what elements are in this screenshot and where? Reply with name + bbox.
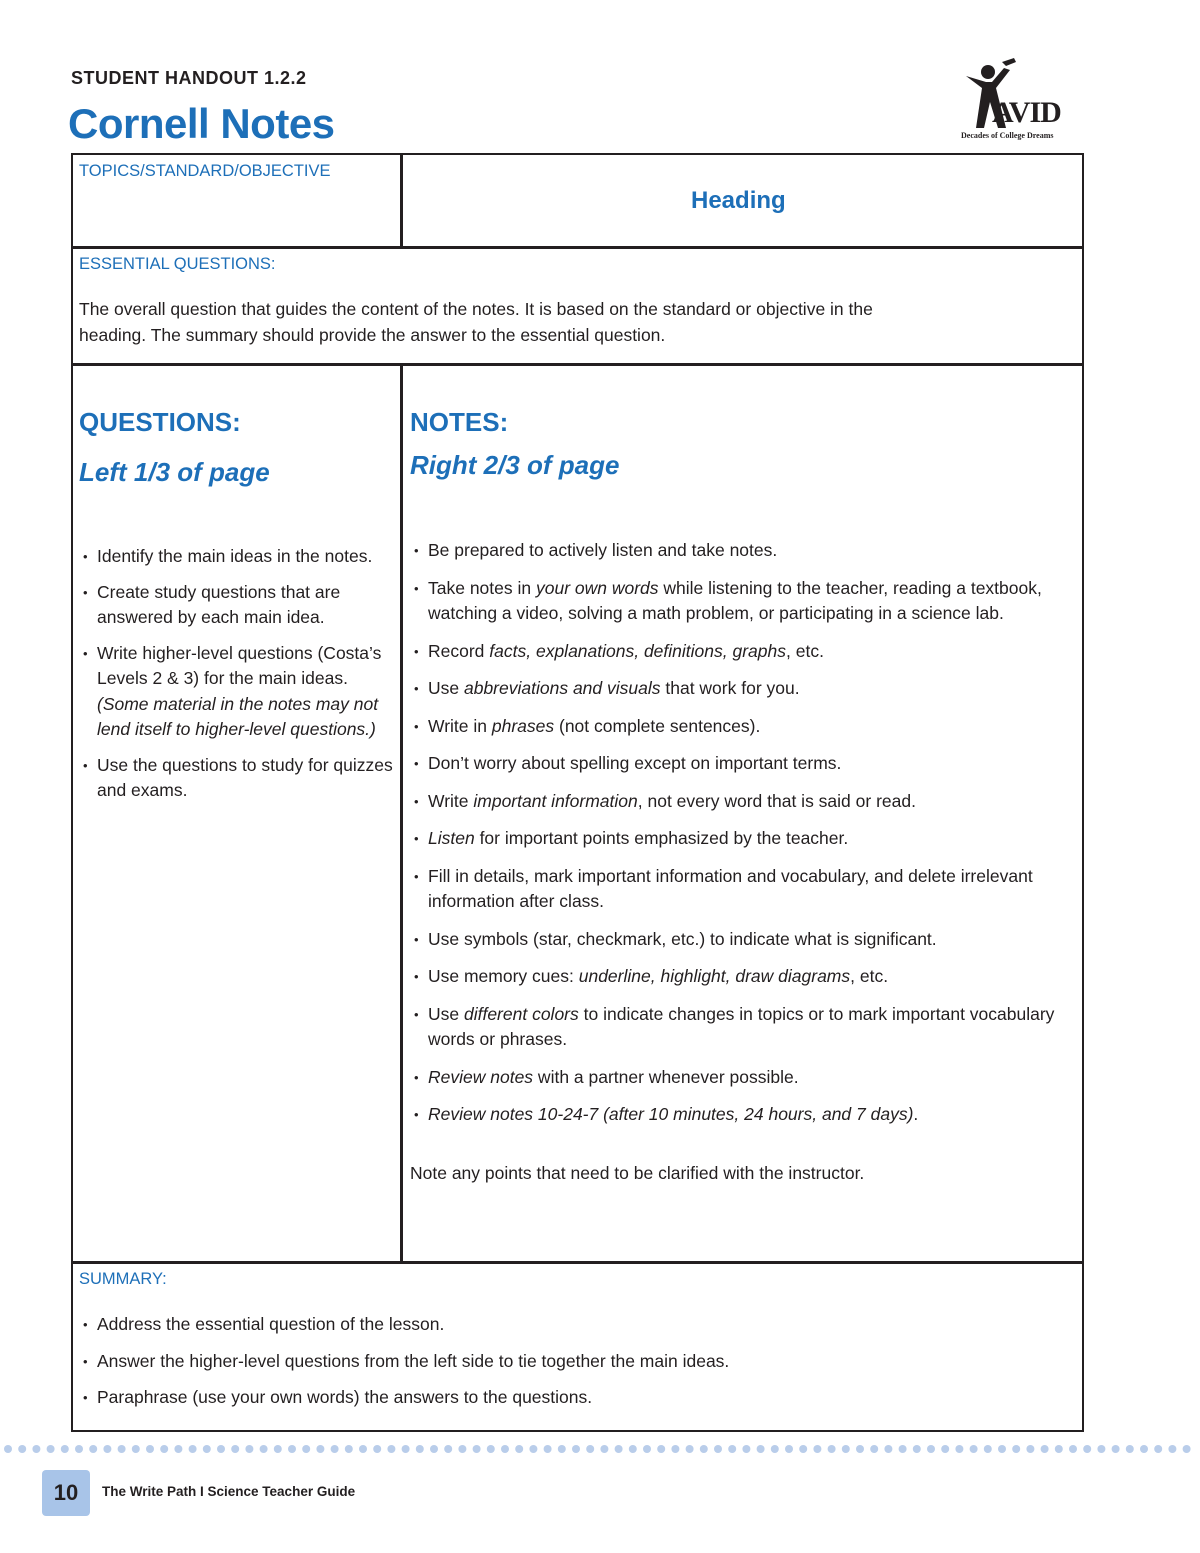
divider-dot [1168, 1445, 1176, 1453]
list-item: • Address the essential question of the lesson. [79, 1312, 1069, 1338]
divider-dot [615, 1445, 623, 1453]
divider-dot [558, 1445, 566, 1453]
divider-questions-col [400, 364, 403, 1262]
list-item: • Create study questions that are answered by each main idea. [79, 580, 397, 631]
avid-tagline: Decades of College Dreams [961, 131, 1054, 140]
cornell-notes-frame [71, 153, 1084, 1432]
questions-list [79, 544, 397, 814]
notes-subtitle: Right 2/3 of page [410, 450, 620, 480]
divider-dot [4, 1445, 12, 1453]
questions-title: QUESTIONS: [79, 407, 241, 437]
essential-text-line-1: The overall question that guides the content of the notes. It is based on the standard or objective in the [79, 299, 873, 319]
divider-dot [1083, 1445, 1091, 1453]
divider-dot [487, 1445, 495, 1453]
divider-dot [671, 1445, 679, 1453]
divider-dot [75, 1445, 83, 1453]
summary-list [79, 1312, 1069, 1422]
list-item: • Review notes 10-24-7 (after 10 minutes, 24 hours, and 7 days). [410, 1102, 1075, 1128]
divider-dot [61, 1445, 69, 1453]
divider-dot [1069, 1445, 1077, 1453]
list-item: • Review notes with a partner whenever possible. [410, 1065, 1075, 1091]
divider-dot [32, 1445, 40, 1453]
dotted-divider [0, 1443, 1200, 1455]
list-item: • Answer the higher-level questions from the left side to tie together the main ideas. [79, 1349, 1069, 1375]
divider-dot [203, 1445, 211, 1453]
divider-dot [274, 1445, 282, 1453]
divider-dot [174, 1445, 182, 1453]
divider-dot [1026, 1445, 1034, 1453]
list-item: • Use symbols (star, checkmark, etc.) to indicate what is significant. [410, 927, 1075, 953]
divider-dot [856, 1445, 864, 1453]
topics-label: TOPICS/STANDARD/OBJECTIVE [79, 162, 331, 180]
list-item: • Paraphrase (use your own words) the answers to the questions. [79, 1385, 1069, 1411]
divider-dot [430, 1445, 438, 1453]
list-item [79, 641, 397, 743]
list-item: • Use abbreviations and visuals that work for you. [410, 676, 1075, 702]
divider-topics-col [400, 155, 403, 247]
divider-dot [458, 1445, 466, 1453]
divider-dot [217, 1445, 225, 1453]
divider-dot [529, 1445, 537, 1453]
divider-dot [686, 1445, 694, 1453]
divider-dot [828, 1445, 836, 1453]
divider-dot [1183, 1445, 1191, 1453]
divider-dot [728, 1445, 736, 1453]
divider-dot [146, 1445, 154, 1453]
divider-dot [572, 1445, 580, 1453]
divider-dot [245, 1445, 253, 1453]
divider-dot [231, 1445, 239, 1453]
divider-dot [260, 1445, 268, 1453]
list-item: • Record facts, explanations, definitions, graphs, etc. [410, 639, 1075, 665]
divider-dot [103, 1445, 111, 1453]
list-item: • Write important information, not every word that is said or read. [410, 789, 1075, 815]
divider-dot [842, 1445, 850, 1453]
divider-dot [899, 1445, 907, 1453]
divider-dot [544, 1445, 552, 1453]
heading-placeholder: Heading [691, 187, 786, 214]
divider-dot [1097, 1445, 1105, 1453]
divider-dot [189, 1445, 197, 1453]
divider-dot [771, 1445, 779, 1453]
avid-logo [958, 58, 1086, 148]
avid-wordmark: AVID [992, 96, 1061, 129]
essential-questions-text [79, 296, 1069, 348]
list-item: • Use memory cues: underline, highlight, draw diagrams, etc. [410, 964, 1075, 990]
divider-essential [73, 363, 1082, 366]
divider-dot [47, 1445, 55, 1453]
divider-topics [73, 246, 1082, 249]
divider-dot [387, 1445, 395, 1453]
list-item: • Fill in details, mark important information and vocabulary, and delete irrelevant information after class. [410, 864, 1075, 915]
divider-summary [73, 1261, 1082, 1264]
notes-title: NOTES: [410, 407, 509, 437]
list-item: • Don’t worry about spelling except on important terms. [410, 751, 1075, 777]
list-item: • Be prepared to actively listen and take notes. [410, 538, 1075, 564]
divider-dot [345, 1445, 353, 1453]
divider-dot [444, 1445, 452, 1453]
list-item-emphasis: (Some material in the notes may not lend itself to higher-level questions.) [97, 693, 379, 739]
divider-dot [813, 1445, 821, 1453]
list-item-text: Write higher-level questions (Costa’s Levels 2 & 3) for the main ideas. [97, 642, 382, 688]
divider-dot [913, 1445, 921, 1453]
notes-list [410, 538, 1075, 1140]
handout-eyebrow: STUDENT HANDOUT 1.2.2 [71, 68, 307, 88]
divider-dot [359, 1445, 367, 1453]
divider-dot [373, 1445, 381, 1453]
divider-dot [757, 1445, 765, 1453]
list-item: • Identify the main ideas in the notes. [79, 544, 397, 570]
list-item: • Listen for important points emphasized by the teacher. [410, 826, 1075, 852]
divider-dot [1055, 1445, 1063, 1453]
divider-dot [1154, 1445, 1162, 1453]
divider-dot [984, 1445, 992, 1453]
divider-dot [714, 1445, 722, 1453]
divider-dot [785, 1445, 793, 1453]
divider-dot [501, 1445, 509, 1453]
page-number-badge: 10 [42, 1470, 90, 1516]
essential-text-line-2: heading. The summary should provide the answer to the essential question. [79, 325, 666, 345]
divider-dot [657, 1445, 665, 1453]
footer-title: The Write Path I Science Teacher Guide [102, 1484, 356, 1499]
list-item: • Take notes in your own words while listening to the teacher, reading a textbook, watching a video, solving a math problem, or participating in a science lab. [410, 576, 1075, 627]
divider-dot [1140, 1445, 1148, 1453]
divider-dot [288, 1445, 296, 1453]
summary-label: SUMMARY: [79, 1270, 167, 1288]
divider-dot [799, 1445, 807, 1453]
questions-subtitle: Left 1/3 of page [79, 457, 270, 487]
divider-dot [941, 1445, 949, 1453]
divider-dot [302, 1445, 310, 1453]
divider-dot [1041, 1445, 1049, 1453]
divider-dot [118, 1445, 126, 1453]
divider-dot [742, 1445, 750, 1453]
divider-dot [402, 1445, 410, 1453]
divider-dot [316, 1445, 324, 1453]
divider-dot [998, 1445, 1006, 1453]
page-title: Cornell Notes [68, 100, 335, 147]
divider-dot [473, 1445, 481, 1453]
divider-dot [600, 1445, 608, 1453]
divider-dot [970, 1445, 978, 1453]
divider-dot [515, 1445, 523, 1453]
divider-dot [1112, 1445, 1120, 1453]
list-item: • Write in phrases (not complete sentences). [410, 714, 1075, 740]
divider-dot [700, 1445, 708, 1453]
divider-dot [331, 1445, 339, 1453]
divider-dot [416, 1445, 424, 1453]
notes-closing: Note any points that need to be clarified with the instructor. [410, 1163, 865, 1183]
divider-dot [629, 1445, 637, 1453]
divider-dot [1126, 1445, 1134, 1453]
essential-questions-label: ESSENTIAL QUESTIONS: [79, 255, 276, 273]
list-item: • Use different colors to indicate changes in topics or to mark important vocabulary words or phrases. [410, 1002, 1075, 1053]
divider-dot [643, 1445, 651, 1453]
divider-dot [89, 1445, 97, 1453]
divider-dot [884, 1445, 892, 1453]
list-item: • Use the questions to study for quizzes and exams. [79, 753, 397, 804]
divider-dot [955, 1445, 963, 1453]
divider-dot [18, 1445, 26, 1453]
divider-dot [160, 1445, 168, 1453]
divider-dot [927, 1445, 935, 1453]
divider-dot [1012, 1445, 1020, 1453]
divider-dot [586, 1445, 594, 1453]
divider-dot [132, 1445, 140, 1453]
divider-dot [870, 1445, 878, 1453]
